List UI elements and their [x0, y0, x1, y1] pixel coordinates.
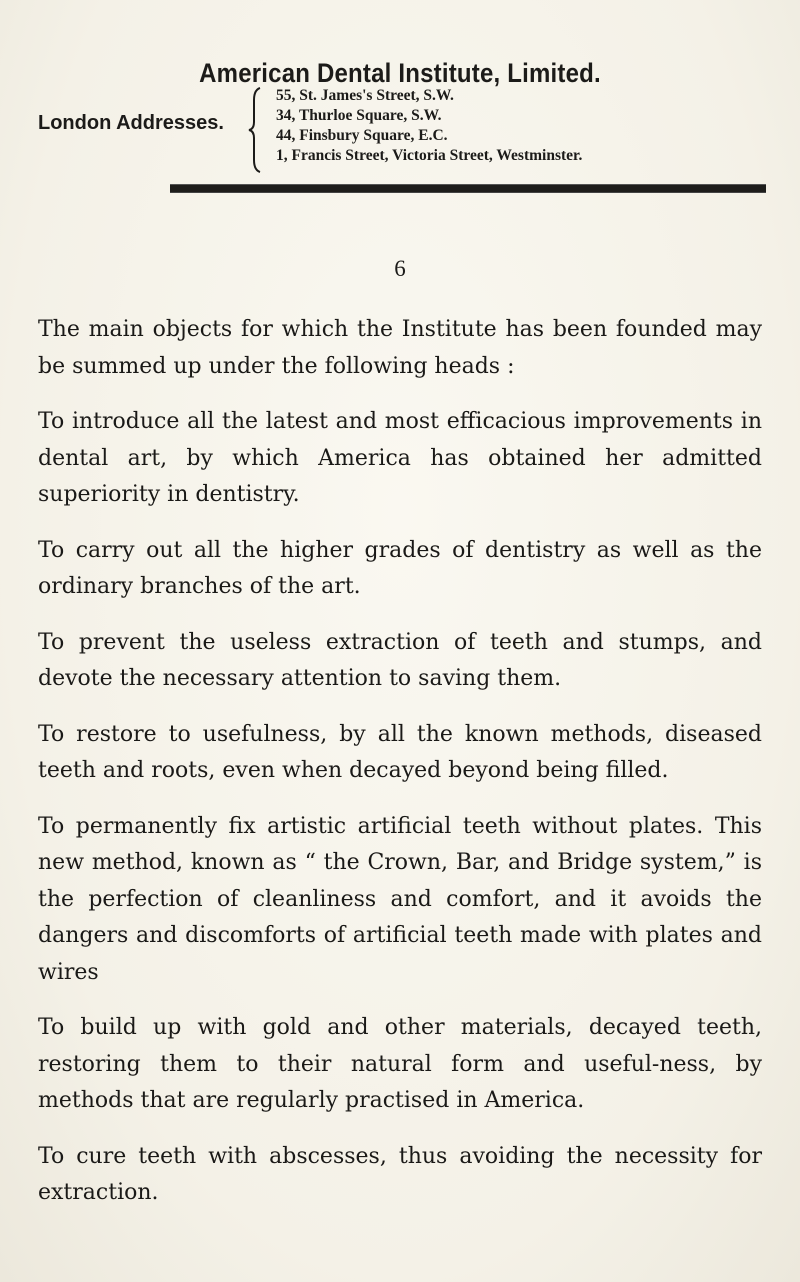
- address-list: [276, 86, 582, 166]
- header-rule: [170, 184, 766, 193]
- address-line: 1, Francis Street, Victoria Street, Westminster.: [276, 147, 583, 164]
- addresses-label: London Addresses.: [38, 112, 224, 134]
- paragraph: To prevent the useless extraction of teeth and stumps, and devote the necessary attention to saving them.: [38, 629, 762, 691]
- paragraph: To restore to usefulness, by all the known methods, diseased teeth and roots, even when decayed beyond being filled.: [38, 721, 762, 783]
- address-line: 34, Thurloe Square, S.W.: [276, 107, 442, 124]
- page-title: American Dental Institute, Limited.: [199, 58, 601, 89]
- intro-paragraph: The main objects for which the Institute has been founded may be summed up under the following heads :: [38, 317, 762, 379]
- paragraph: To cure teeth with abscesses, thus avoiding the necessity for extraction.: [38, 1143, 762, 1205]
- paragraph: To build up with gold and other materials, decayed teeth, restoring them to their natural form and useful-ness, by methods that are regularly practised in America.: [38, 1015, 762, 1113]
- address-line: 44, Finsbury Square, E.C.: [276, 127, 448, 144]
- paragraph: To permanently fix artistic artificial teeth without plates. This new method, known as “ the Crown, Bar, and Bridge system,” is the perfection of cleanliness and comfort, and it avoids the dangers and discomforts of artificial teeth made with plates and wires: [38, 813, 762, 985]
- page-number: 6: [394, 256, 406, 281]
- body-text: [38, 312, 762, 1231]
- brace-icon: [246, 86, 266, 174]
- paragraph: To introduce all the latest and most efficacious improvements in dental art, by which America has obtained her admitted superiority in dentistry.: [38, 409, 762, 507]
- address-line: 55, St. James's Street, S.W.: [276, 87, 454, 104]
- paragraph: To carry out all the higher grades of dentistry as well as the ordinary branches of the art.: [38, 537, 762, 599]
